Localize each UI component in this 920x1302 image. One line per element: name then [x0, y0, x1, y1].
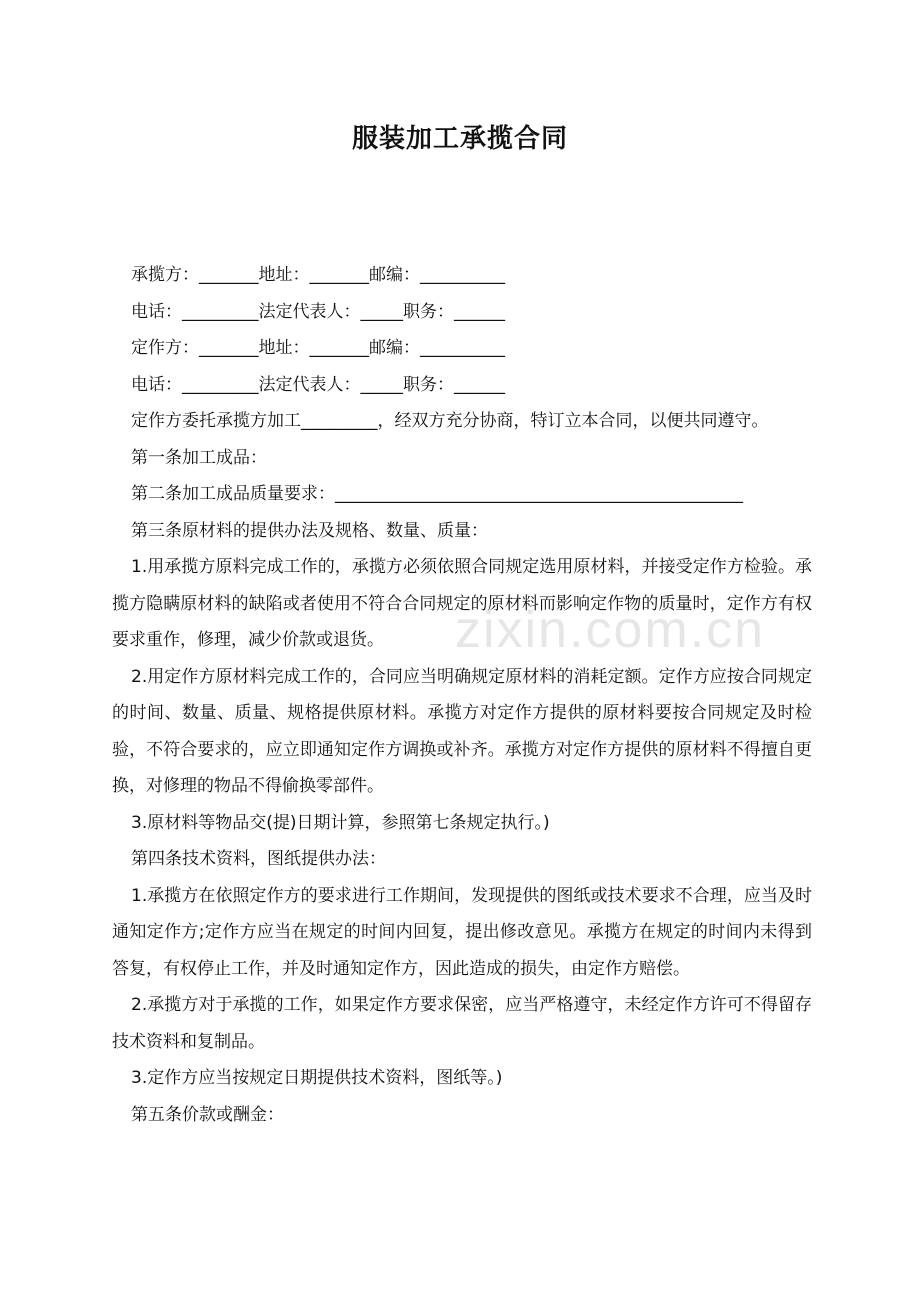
article-5-heading: 第五条价款或酬金： [131, 1104, 284, 1125]
article-3-heading: 第三条原材料的提供办法及规格、数量、质量： [131, 520, 488, 541]
article-1-heading: 第一条加工成品： [131, 447, 267, 468]
article-4-clause-2: 2.承揽方对于承揽的工作，如果定作方要求保密，应当严格遵守，未经定作方许可不得留存技术资料和复制品。 [112, 995, 812, 1052]
client-info-line: 定作方：_______地址：_______邮编：__________ [131, 338, 505, 358]
preamble: 定作方委托承揽方加工_________，经双方充分协商，特订立本合同，以便共同遵守。 [131, 411, 769, 431]
watermark: zixin.com.cn [455, 601, 766, 659]
document-body [112, 257, 812, 1133]
article-4-clause-3: 3.定作方应当按规定日期提供技术资料，图纸等。) [131, 1068, 503, 1088]
article-3-clause-1: 1.用承揽方原料完成工作的，承揽方必须依照合同规定选用原材料，并接受定作方检验。承揽方隐瞒原材料的缺陷或者使用不符合合同规定的原材料而影响定作物的质量时，定作方有权要求重作，修理，减少价款或退货。 [112, 557, 812, 650]
article-3-clause-2: 2.用定作方原材料完成工作的，合同应当明确规定原材料的消耗定额。定作方应按合同规定的时间、数量、质量、规格提供原材料。承揽方对定作方提供的原材料要按合同规定及时检验，不符合要求的，应立即通知定作方调换或补齐。承揽方对定作方提供的原材料不得擅自更换，对修理的物品不得偷换零部件。 [112, 666, 812, 796]
article-4-heading: 第四条技术资料，图纸提供办法： [131, 849, 386, 869]
article-3-clause-3: 3.原材料等物品交(提)日期计算，参照第七条规定执行。) [131, 812, 550, 833]
document-title: 服装加工承揽合同 [351, 124, 568, 154]
client-contact-line: 电话：_________法定代表人：_____职务：______ [131, 374, 505, 395]
contractor-info-line: 承揽方：_______地址：_______邮编：__________ [131, 265, 505, 285]
article-4-clause-1: 1.承揽方在依照定作方的要求进行工作期间，发现提供的图纸或技术要求不合理，应当及时通知定作方;定作方应当在规定的时间内回复，提出修改意见。承揽方在规定的时间内未得到答复，有权停止工作，并及时通知定作方，因此造成的损失，由定作方赔偿。 [112, 885, 812, 979]
contractor-contact-line: 电话：_________法定代表人：_____职务：______ [131, 301, 505, 322]
article-2-heading: 第二条加工成品质量要求：________________________________________________ [131, 484, 743, 504]
